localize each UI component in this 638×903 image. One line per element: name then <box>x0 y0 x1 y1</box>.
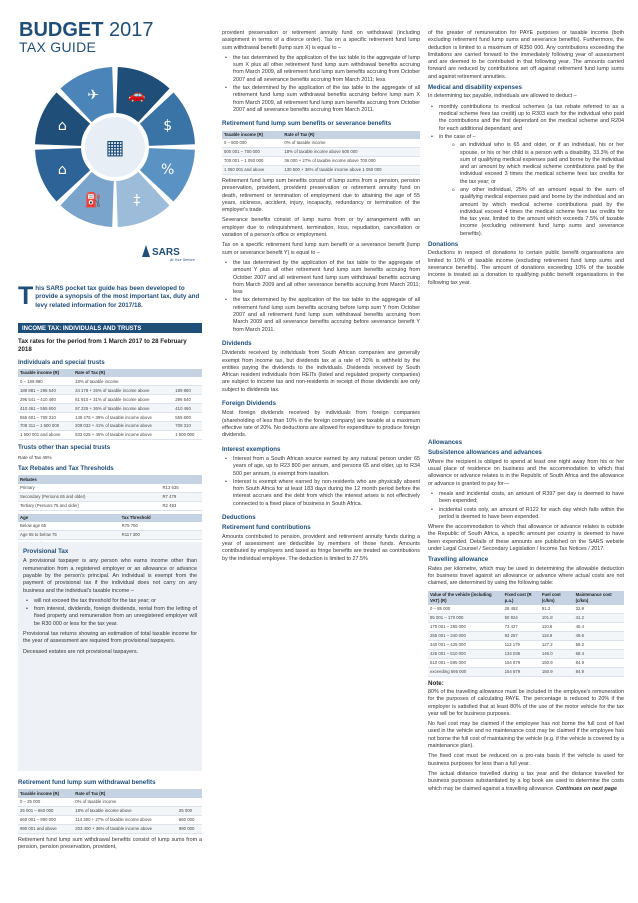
list-item: • in the case of – o an individual who is 65 and older, or if an individual, his or her spouse, or his or her child is a person with a disability, 33.3% of the sum of qualifying medical expenses paid and borne by the individual and an amount by which medical scheme contributions paid by the individual exceed 3 times the medical scheme fees tax credits for the tax year; or o any other individual, 25% of an amount equal to the sum of qualifying medical expenses paid and borne by the individual and an amount by which medical scheme contributions paid by the individual exceed 4 times the medical scheme fees tax credits for the tax year, limited to the amount which exceeds 7.5% of taxable income (excluding retirement fund lump sums and severance benefits). <box>428 134 624 238</box>
table-row <box>428 622 624 631</box>
table-cell: 0% of taxable income <box>73 798 177 806</box>
plane-icon: ✈ <box>87 87 100 104</box>
table-cell: 32.9 <box>574 605 624 613</box>
list-item: • will not exceed the tax threshold for the tax year; or <box>23 598 197 605</box>
table-cell: 510 001 – 595 000 <box>428 658 503 667</box>
table-cell: exceeding 595 000 <box>428 667 503 676</box>
table-row <box>18 404 202 413</box>
withdrawal-heading: Retirement fund lump sum withdrawal benefits <box>18 779 156 786</box>
table-cell: 130 500 + 36% of taxable income above 1 050 000 <box>282 165 420 174</box>
guide-subtitle: TAX GUIDE <box>19 39 97 55</box>
table-cell: 203 400 + 36% of taxable income above <box>73 824 177 833</box>
travelling-table: Value of the vehicle (including VAT) (R) Fixed cost (R p.a.) Fuel cost (c/km) Maintenance cost (c/km) 0 – 85 000 28 492 91.2 32.9 85 001 – 170 000 50 924 101.8 41.2 170 001 – 255 000 73 427 110.6 45.4 255 001 – 340 000 93 267 118.9 49.6 340 001 – 425 000 113 179 127.2 58.2 425 001 – 510 000 134 035 146.0 68.4 510 001 – 595 000 154 879 150.9 84.9 exceeding 595 000 154 879 150.9 84.9 <box>428 591 624 677</box>
table-cell: 150.9 <box>540 667 574 676</box>
table-row <box>18 386 202 395</box>
rebates-table: Rebates Primary R13 635 Secondary (Persons 65 and older) R7 479 Tertiary (Persons 75 and older) R2 493 <box>18 475 202 510</box>
list-item: • the tax determined by the application of the tax table to the aggregate of all retirement fund lump sum benefits accruing before lump sum Y from October 2007 and all retirement fund lump sum withdrawal benefits accruing from March 2009 and all severance benefits accruing before severance benefit Y from March 2011. <box>222 297 420 333</box>
table-cell <box>177 798 202 806</box>
table-cell: 127.2 <box>540 640 574 649</box>
table-cell: 58.2 <box>574 640 624 649</box>
table-row <box>428 605 624 613</box>
table-row <box>18 422 202 431</box>
table-cell: 0 – 189 880 <box>18 377 73 385</box>
retirement-contrib-heading: Retirement fund contributions <box>222 524 311 532</box>
table-cell: 1 050 001 and above <box>222 165 282 174</box>
table-cell: 68.4 <box>574 649 624 658</box>
table-cell: 36 000 + 27% of taxable income above 700 000 <box>282 156 420 165</box>
table-cell: 110.6 <box>540 622 574 631</box>
medical-sublist <box>451 142 624 238</box>
deductions-text: Amounts contributed to pension, provident and retirement annuity funds during a year of assessment are deductible by members of those funds. Amounts contributed by employers and taxed as fringe benefits are treated as contributions by the individual employee. The deduction is limited to 27.5% <box>222 533 420 562</box>
table-cell: 149 475 + 39% of taxable income above <box>73 413 173 422</box>
car-icon: 🚗 <box>128 87 146 104</box>
table-row <box>18 377 202 385</box>
table-cell: 134 035 <box>503 649 540 658</box>
table-row <box>18 815 202 824</box>
donations-heading: Donations <box>428 241 459 249</box>
section-banner: INCOME TAX: INDIVIDUALS AND TRUSTS <box>18 323 202 333</box>
deductions-heading: Deductions <box>222 514 256 522</box>
table-cell: 555 601 – 708 310 <box>18 413 73 422</box>
allowances-list <box>428 491 624 521</box>
foreign-dividends-heading: Foreign Dividends <box>222 400 276 408</box>
threshold-table: Age Tax Threshold Below age 65 R75 750 Age 65 to below 75 R117 300 <box>18 514 202 549</box>
table-cell: 189 881 – 296 540 <box>18 386 73 395</box>
table-row <box>18 413 202 422</box>
table-cell: 45.4 <box>574 622 624 631</box>
continues-label: Continues on next page <box>555 785 618 792</box>
table-cell: 154 879 <box>503 667 540 676</box>
trusts-heading: Trusts other than special trusts <box>18 444 111 452</box>
column-3-bottom <box>428 435 624 796</box>
table-cell: 73 427 <box>503 622 540 631</box>
medical-heading: Medical and disability expenses <box>428 84 522 92</box>
travelling-text: Rates per kilometre, which may be used in determining the allowable deduction for business travel against an allowance or advance where actual costs are not claimed, are determined by using the following table: <box>428 565 624 587</box>
table-row <box>18 492 202 501</box>
table-cell: 18% of taxable income <box>73 377 173 385</box>
table-cell: 50 924 <box>503 613 540 622</box>
medical-list <box>428 104 624 238</box>
table-cell: 296 541 – 410 460 <box>18 395 73 404</box>
table-cell: 97 225 + 36% of taxable income above <box>73 404 173 413</box>
lump-sum-table: Taxable income (R) Rate of Tax (R) 0 – 500 000 0% of taxable income 500 001 – 700 000 18% of taxable income above 500 000 700 001 – 1 050 000 36 000 + 27% of taxable income above 700 000 1 050 001 and above 130 500 + 36% of taxable income above 1 050 000 <box>222 131 420 175</box>
table-cell: 990 001 and above <box>18 824 73 833</box>
table-row <box>428 631 624 640</box>
dividends-text: Dividends received by individuals from South African companies are generally exempt from income tax, but dividends tax at a rate of 20% is withheld by the entities paying the dividends to the individuals. Dividends received by South African resident individuals from REITs (listed and regulated property companies) are subject to income tax and non-residents in receipt of those dividends are only subject to dividends tax. <box>222 350 420 393</box>
table-cell: 150.9 <box>540 658 574 667</box>
table-cell: 340 001 – 425 000 <box>428 640 503 649</box>
table-cell: 91.2 <box>540 605 574 613</box>
col2-p2: Retirement fund lump sum benefits consist of lump sums from a pension, pension preservation, provident, provident preservation or retirement annuity fund on death, retirement or termination of employment due to attaining the age of 55 years, sickness, accident, injury, incapacity, redundancy or termination of the employer's trade. <box>222 177 420 214</box>
table-cell: 555 600 <box>173 413 202 422</box>
table-row <box>428 613 624 622</box>
table-row <box>428 658 624 667</box>
table-row <box>18 501 202 510</box>
table-cell: 18% of taxable income above 500 000 <box>282 148 420 157</box>
col2-list-1 <box>222 55 420 114</box>
provisional-p3: Deceased estates are not provisional taxpayers. <box>23 648 139 655</box>
table-cell: 255 001 – 340 000 <box>428 631 503 640</box>
table-row <box>428 640 624 649</box>
list-item: o any other individual, 25% of an amount equal to the sum of qualifying medical expenses paid and borne by the individual and an amount by which medical scheme contributions paid by the individual exceed 4 times the medical scheme fees tax credits for the tax year, limited to the amount which exceeds 7.5% of taxable income (excluding retirement fund lump sums and severance benefits). <box>451 187 624 238</box>
period-heading: Tax rates for the period from 1 March 2017 to 28 February 2018 <box>18 338 187 354</box>
table-cell: 154 879 <box>503 658 540 667</box>
table-row <box>222 156 420 165</box>
note-p3: The fixed cost must be reduced on a pro-rata basis if the vehicle is used for business purposes for less than a full year. <box>428 753 624 767</box>
table-cell: 1 500 000 <box>173 431 202 440</box>
table-cell: 25 000 <box>177 806 202 815</box>
table-cell: Age 65 to below 75 <box>18 530 120 539</box>
table-cell: 114 300 + 27% of taxable income above <box>73 815 177 824</box>
guide-title: BUDGET 2017 <box>19 19 154 41</box>
list-item: • meals and incidental costs, an amount of R397 per day is deemed to have been expended; <box>428 491 624 506</box>
table-cell: R13 635 <box>160 484 202 492</box>
list-item: o an individual who is 65 and older, or if an individual, his or her spouse, or his or her child is a person with a disability, 33.3% of the sum of qualifying medical expenses paid and borne by the individual and an amount by which medical scheme contributions paid by the individual exceed 3 times the medical scheme fees tax credits for the tax year; or <box>451 142 624 186</box>
interest-heading: Interest exemptions <box>222 445 281 453</box>
table-cell: Below age 65 <box>18 522 120 530</box>
svg-text:SARS: SARS <box>152 247 180 258</box>
table-cell: 118.9 <box>540 631 574 640</box>
note-p4: The actual distance travelled during a tax year and the distance travelled for business purposes substantiated by a log book are used to determine the costs which may be claimed against a travelling allowance. Continues on next page <box>428 770 624 792</box>
table-cell: 25 001 – 660 000 <box>18 806 73 815</box>
shopping-icon: ⌂ <box>57 161 67 178</box>
table-cell: 425 001 – 510 000 <box>428 649 503 658</box>
table-row <box>18 824 202 833</box>
house-icon: ⌂ <box>57 118 67 135</box>
table-cell: 0 – 85 000 <box>428 605 503 613</box>
table-cell: R7 479 <box>160 492 202 501</box>
allowances-text-2: Where the accommodation to which that allowance or advance relates is outside the Republic of South Africa, a specific amount per country is deemed to have been expended. Details of these amounts are published on the SARS website under Legal Counsel / Secondary Legislation / Income Tax Notices / 2017. <box>428 524 624 552</box>
table-cell: R117 300 <box>120 530 202 539</box>
table-row <box>18 431 202 440</box>
trusts-text: Rate of Tax 45% <box>18 454 52 460</box>
table-cell: 533 625 + 45% of taxable income above <box>73 431 173 440</box>
table-cell: Secondary (Persons 65 and older) <box>18 492 160 501</box>
note-p1: 80% of the travelling allowance must be included in the employee's remuneration for the purposes of calculating PAYE. The percentage is reduced to 20% if the employer is satisfied that at least 80% of the use of the motor vehicle for the tax year will be for business purposes. <box>428 688 624 717</box>
fuel-icon: ⛽ <box>84 192 102 209</box>
table-row <box>222 139 420 147</box>
list-item: • Interest is exempt where earned by non-residents who are physically absent from South Africa for at least 183 days during the 12 month period before the interest accrues and the debt from which the interest arises is not effectively connected to a fixed place of business in South Africa. <box>222 479 420 508</box>
table-cell: 41.2 <box>574 613 624 622</box>
withdrawal-text: Retirement fund lump sum withdrawal benefits consist of lump sums from a pension, pension preservation, provident, <box>18 836 202 850</box>
withdrawal-table: Taxable income (R) Rate of Tax (R) 0 – 25 000 0% of taxable income 25 001 – 660 000 18% of taxable income above 25 000 660 001 – 990 000 114 300 + 27% of taxable income above 660 000 990 001 and above 203 400 + 36% of taxable income above 990 000 <box>18 789 202 833</box>
col2-p4: Tax on a specific retirement fund lump sum benefit or a severance benefit (lump sum or severance benefit Y) is equal to – <box>222 242 420 256</box>
sars-logo <box>140 243 200 263</box>
svg-text:At Your Service: At Your Service <box>170 258 195 262</box>
travelling-heading: Travelling allowance <box>428 556 489 564</box>
medical-intro: In determining tax payable, individuals are allowed to deduct – <box>428 93 577 100</box>
column-3 <box>428 30 624 290</box>
table-row <box>222 165 420 174</box>
table-cell: 0 – 25 000 <box>18 798 73 806</box>
table-row <box>222 148 420 157</box>
provisional-list <box>23 598 197 628</box>
provisional-tax-box <box>18 542 202 771</box>
table-row <box>428 649 624 658</box>
list-item: • monthly contributions to medical schemes (a tax rebate referred to as a medical scheme fees tax credit) up to R303 each for the individual who paid the contributions and the first dependant on the medical scheme and R204 for each additional dependant; and <box>428 104 624 133</box>
col2-list-2 <box>222 260 420 334</box>
foreign-dividends-text: Most foreign dividends received by individuals from foreign companies (shareholding of less than 10% in the foreign company) are taxable at a maximum effective rate of 20%. No deductions are allowed for expenditure to produce foreign dividends. <box>222 410 420 439</box>
column-1-bottom <box>18 776 202 854</box>
list-item: • the tax determined by the application of the tax table to the aggregate of lump sum X plus all other retirement fund lump sum withdrawal benefits accruing from March 2009, all retirement fund lump sum benefits accruing from October 2007 and all severance benefits accruing from March 2011; less <box>222 55 420 84</box>
column-1 <box>18 336 202 552</box>
lump-sum-heading: Retirement fund lump sum benefits or severance benefits <box>222 120 392 128</box>
col3-p1: of the greater of remuneration for PAYE purposes or taxable income (both excluding retirement fund lump sums and severance benefits). Furthermore, the deduction is limited to a maximum of R350 000. Any contributions exceeding the limitations are carried forward to the immediately following year of assessment and are deemed to be contributed in that following year. The amounts carried forward are reduced by contributions set off against retirement fund lump sums and against retirement annuities. <box>428 30 624 80</box>
money-icon: $ <box>163 118 173 135</box>
table-cell: Tertiary (Persons 75 and older) <box>18 501 160 510</box>
table-cell: 209 032 + 41% of taxable income above <box>73 422 173 431</box>
table-cell: R2 493 <box>160 501 202 510</box>
calculator-icon: ▦ <box>105 135 125 159</box>
table-cell: 170 001 – 255 000 <box>428 622 503 631</box>
col2-p1: provident preservation or retirement annuity fund on withdrawal (including assignment in terms of a divorce order). Tax on a specific retirement fund lump sum withdrawal benefit (lump sum X) is equal to – <box>222 30 420 51</box>
allowances-heading: Allowances <box>428 439 463 446</box>
table-cell: 708 310 <box>173 422 202 431</box>
table-cell: 18% of taxable income above <box>73 806 177 815</box>
intro-text: This SARS pocket tax guide has been developed to provide a synopsis of the most important tax, duty and levy related information for 2017/18. <box>18 282 200 310</box>
note-p2: No fuel cost may be claimed if the employee has not borne the full cost of fuel used in the vehicle and no maintenance cost may be claimed if the employee has not borne the full cost of maintaining the vehicle (e.g. if the vehicle is covered by a maintenance plan). <box>428 721 624 750</box>
individuals-table: Taxable income (R) Rate of Tax (R) 0 – 189 880 18% of taxable income 189 881 – 296 540 34 178 + 26% of taxable income above 189 880 296 541 – 410 460 61 910 + 31% of taxable income above 296 540 410 461 – 555 600 97 225 + 36% of taxable income above 410 460 555 601 – 708 310 149 475 + 39% of taxable income above 555 600 708 311 – 1 500 000 209 032 + 41% of taxable income above 708 310 1 500 001 and above 533 625 + 45% of taxable income above 1 500 000 <box>18 369 202 440</box>
table-cell: 660 000 <box>177 815 202 824</box>
list-item: • the tax determined by the application of the tax table to the aggregate of amount Y plus all other retirement fund lump sum benefits accruing from October 2007 and all retirement fund lump sum withdrawal benefits accruing from March 2009 and all other severance benefits accruing from March 2011; less <box>222 260 420 296</box>
individuals-heading: Individuals and special trusts <box>18 358 105 366</box>
table-cell: 85 001 – 170 000 <box>428 613 503 622</box>
table-cell: 296 540 <box>173 395 202 404</box>
table-row <box>18 798 202 806</box>
table-cell: 410 460 <box>173 404 202 413</box>
list-item: • Interest from a South African source earned by any natural person under 65 years of age, up to R23 800 per annum, and persons 65 and older, up to R34 500 per annum, is exempt from taxation. <box>222 456 420 478</box>
provisional-heading: Provisional Tax <box>23 548 69 555</box>
table-row <box>18 806 202 815</box>
table-cell: 708 311 – 1 500 000 <box>18 422 73 431</box>
list-item: • from interest, dividends, foreign dividends, rental from the letting of fixed property and remuneration from an unregistered employer will be R30 000 or less for the tax year. <box>23 606 197 628</box>
list-item: • incidental costs only, an amount of R122 for each day which falls within the period is deemed to have been expended. <box>428 507 624 522</box>
table-row <box>18 484 202 492</box>
table-row <box>18 395 202 404</box>
table-cell: 93 267 <box>503 631 540 640</box>
table-cell: R75 750 <box>120 522 202 530</box>
table-cell: 0% of taxable income <box>282 139 420 147</box>
column-2 <box>222 30 420 566</box>
table-cell: 84.9 <box>574 658 624 667</box>
table-row <box>18 530 202 539</box>
bottle-icon: ‡ <box>133 192 141 209</box>
percent-icon: % <box>161 161 175 178</box>
table-cell: Primary <box>18 484 160 492</box>
list-item: • the tax determined by the application of the tax table to the aggregate of all retirement fund lump sum withdrawal benefits accruing before lump sum X from March 2009, all retirement fund lump sum benefits accruing from October 2007 and all severance benefits accruing from March 2011. <box>222 85 420 114</box>
table-cell: 990 000 <box>177 824 202 833</box>
rebates-heading: Tax Rebates and Tax Thresholds <box>18 464 114 472</box>
table-row <box>428 667 624 676</box>
dividends-heading: Dividends <box>222 339 252 347</box>
allowances-text: Where the recipient is obliged to spend at least one night away from his or her usual place of residence on business and the accommodation to which that allowance or advance relates is in the Republic of South Africa and the allowance or advance is granted to pay for— <box>428 458 624 487</box>
table-cell: 101.8 <box>540 613 574 622</box>
provisional-p2: Provisional tax returns showing an estimation of total taxable income for the year of assessment are required from provisional taxpayers. <box>23 631 197 645</box>
interest-list <box>222 456 420 508</box>
table-cell: 61 910 + 31% of taxable income above <box>73 395 173 404</box>
table-cell: 146.0 <box>540 649 574 658</box>
table-cell: 84.9 <box>574 667 624 676</box>
table-cell: 410 461 – 555 600 <box>18 404 73 413</box>
note-heading: Note: <box>428 679 444 687</box>
provisional-p1: A provisional taxpayer is any person who earns income other than remuneration from a registered employer or an allowance or advance payable by the person's principal. An individual is exempt from the payment of provisional tax if the individual does not carry on any business and the individual's taxable income – <box>23 558 197 594</box>
donations-text: Deductions in respect of donations to certain public benefit organisations are limited to 10% of taxable income (excluding retirement fund lump sums and severance benefits). The amount of donations exceeding 10% of the taxable income is treated as a donation to qualifying public benefit organisations in the following tax year. <box>428 250 624 286</box>
table-cell: 34 178 + 26% of taxable income above <box>73 386 173 395</box>
hero-wheel <box>30 62 200 232</box>
table-row <box>18 522 202 530</box>
table-cell: 500 001 – 700 000 <box>222 148 282 157</box>
table-cell: 28 492 <box>503 605 540 613</box>
table-cell: 49.6 <box>574 631 624 640</box>
table-cell: 113 179 <box>503 640 540 649</box>
col2-p3: Severance benefits consist of lump sums from or by arrangement with an employer due to relinquishment, termination, loss, repudiation, cancellation or variation of a person's office or employment. <box>222 217 420 239</box>
table-cell: 189 880 <box>173 386 202 395</box>
table-cell: 1 500 001 and above <box>18 431 73 440</box>
table-cell: 0 – 500 000 <box>222 139 282 147</box>
table-cell <box>173 377 202 385</box>
table-cell: 660 001 – 990 000 <box>18 815 73 824</box>
subsistence-heading: Subsistence allowances and advances <box>428 449 542 457</box>
table-cell: 700 001 – 1 050 000 <box>222 156 282 165</box>
